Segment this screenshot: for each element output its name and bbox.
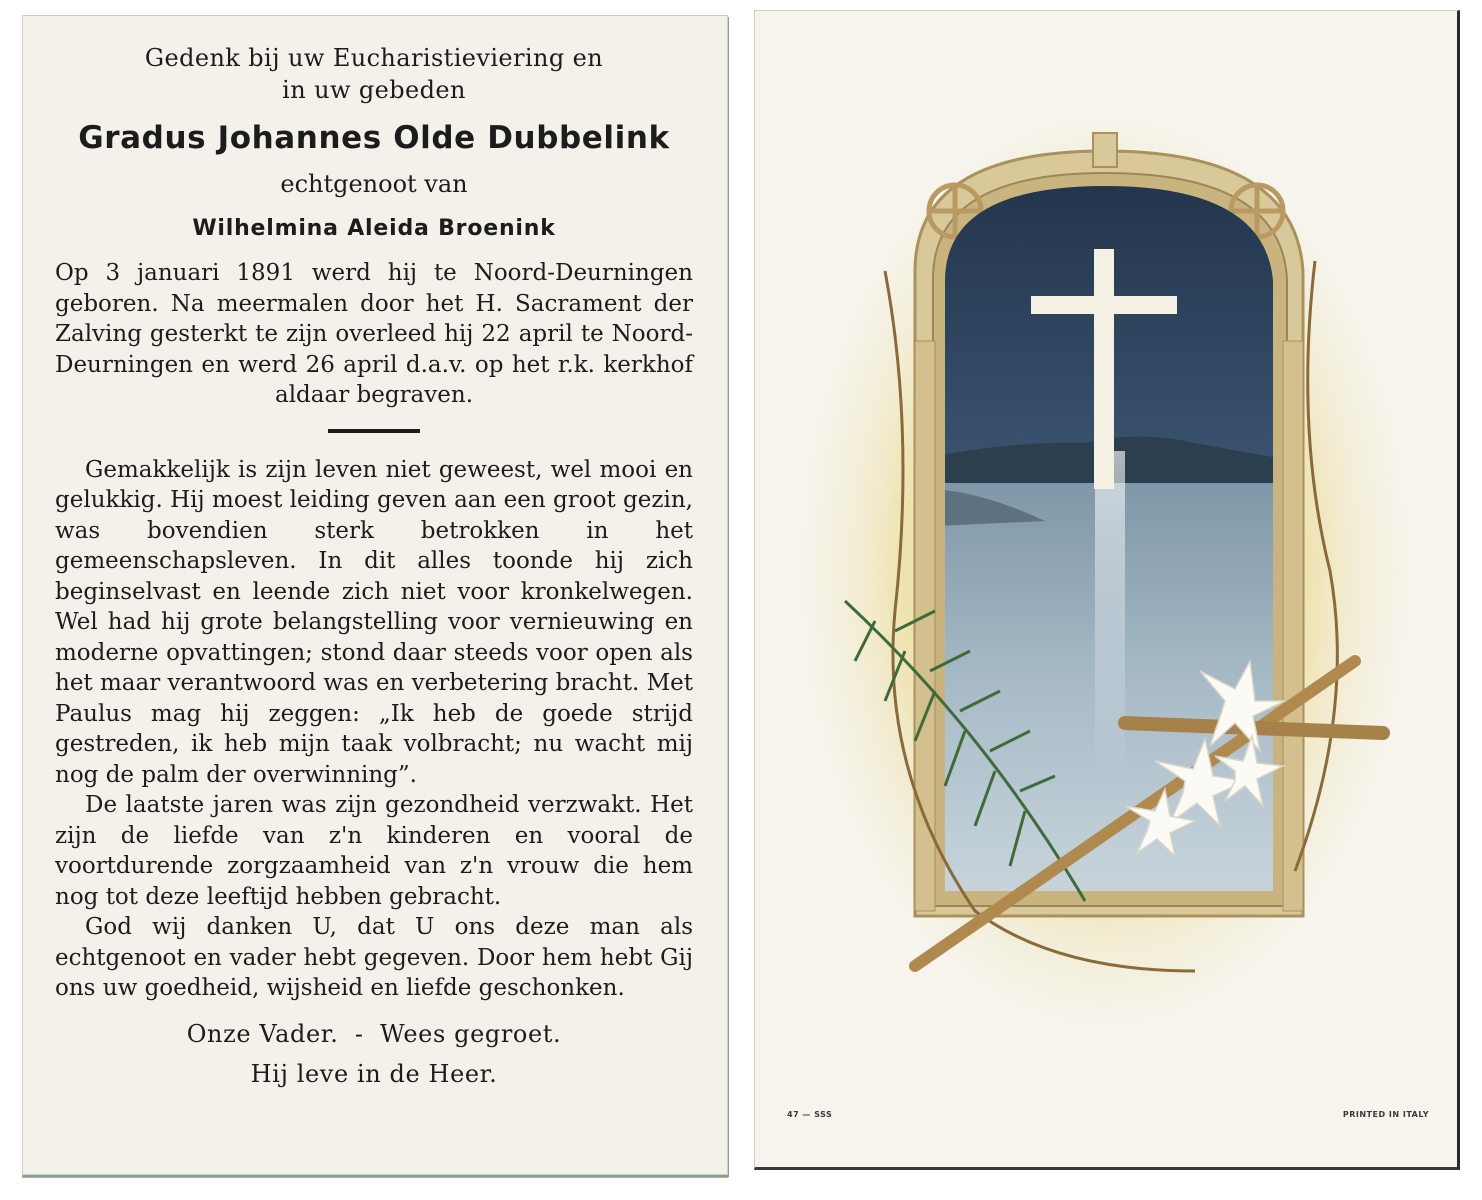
holy-picture-card xyxy=(754,10,1460,1170)
cross-reflection xyxy=(1095,451,1125,781)
intro-text xyxy=(55,42,693,106)
printer-code: 47 — SSS xyxy=(787,1110,833,1119)
intro-line-1: Gedenk bij uw Eucharistieviering en xyxy=(144,44,604,72)
birth-paragraph: Op 3 januari 1891 werd hij te Noord-Deurningen geboren. Na meermalen door het H. Sacrament der Zalving gesterkt te zijn overleed hij 22 april te Noord-Deurningen en werd 26 april d.a.v. op het r.k. kerkhof aldaar begraven. xyxy=(55,260,693,408)
divider xyxy=(328,429,420,433)
spouse-name: Wilhelmina Aleida Broenink xyxy=(192,216,556,241)
printed-in-italy: PRINTED IN ITALY xyxy=(1342,1110,1429,1119)
deceased-name: Gradus Johannes Olde Dubbelink xyxy=(78,120,670,156)
thanks-paragraph: God wij danken U, dat U ons deze man als echtgenoot en vader hebt gegeven. Door hem hebt Gij ons uw goedheid, wijsheid en liefde geschonken. xyxy=(55,914,693,1001)
closing-line: Hij leve in de Heer. xyxy=(250,1059,498,1088)
health-paragraph: De laatste jaren was zijn gezondheid verzwakt. Het zijn de liefde van z'n kinderen en vooral de voortdurende zorgzaamheid van z'n vrouw die hem nog tot deze leeftijd hebben gebracht. xyxy=(55,792,693,910)
memorial-text-card xyxy=(22,15,728,1175)
prayers-line: Onze Vader. - Wees gegroet. xyxy=(186,1019,562,1048)
holy-picture-illustration xyxy=(755,11,1460,1170)
spouse-label: echtgenoot van xyxy=(280,170,468,198)
closing-text xyxy=(55,1014,693,1094)
life-paragraph: Gemakkelijk is zijn leven niet geweest, wel mooi en gelukkig. Hij moest leiding geven aan een groot gezin, was bovendien sterk betrokken in het gemeenschapsleven. In dit alles toonde hij zich beginselvast en leende zich niet voor kronkelwegen. Wel had hij grote belangstelling voor vernieuwing en moderne opvattingen; stond daar steeds voor open als het maar verantwoord was en verbetering bracht. Met Paulus mag hij zeggen: „Ik heb de goede strijd gestreden, ik heb mijn taak volbracht; nu wacht mij nog de palm der overwinning”. xyxy=(55,456,693,788)
intro-line-2: in uw gebeden xyxy=(282,76,466,104)
